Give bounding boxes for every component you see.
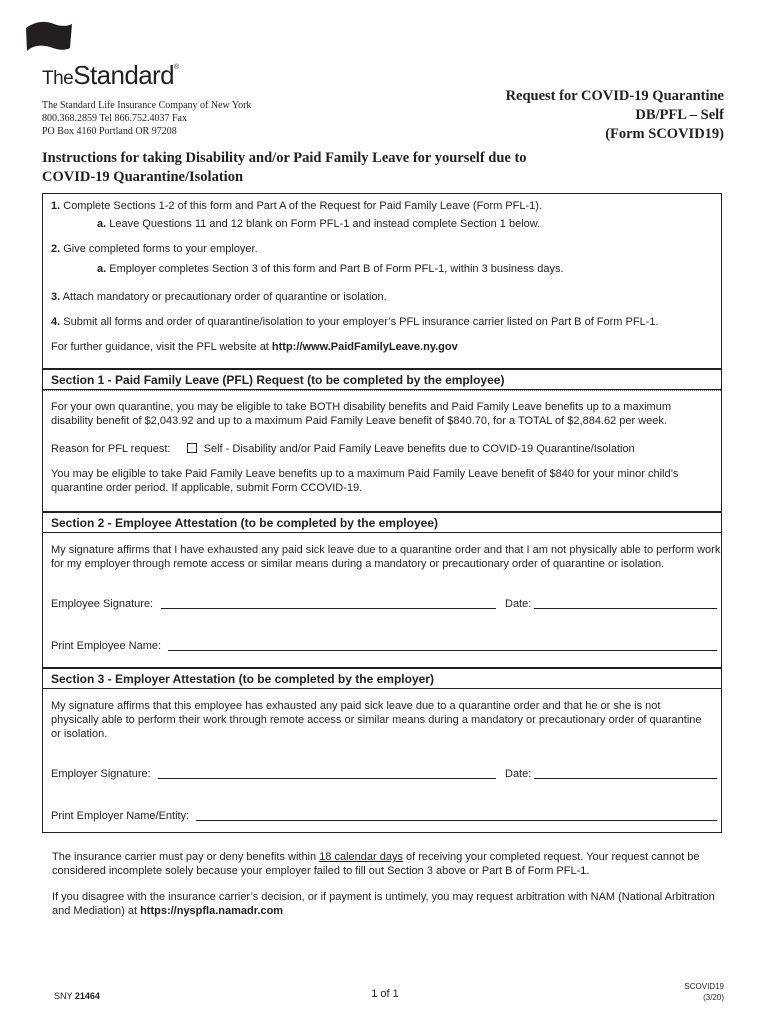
instruction-item-4 [51,315,659,329]
self-reason-option-label: Self - Disability and/or Paid Family Leave benefits due to COVID-19 Quarantine/Isolation [203,443,635,455]
section-3 [42,668,722,833]
section-1-header [43,370,721,390]
section-3-header [43,669,721,689]
section-1-paragraph-2: You may be eligible to take Paid Family Leave benefits up to a maximum Paid Family Leave benefit of $840 for your minor child’s quarantine order period. If applicable, submit Form CCOVID-19. [51,468,679,494]
company-address [42,99,251,138]
section-2-heading: Section 2 - Employee Attestation (to be completed by the employee) [51,516,438,530]
arbitration-link[interactable]: https://nyspfla.namadr.com [140,905,284,917]
instruction-item-2 [51,242,258,256]
instructions-title-line-1: Instructions for taking Disability and/or Paid Family Leave for yourself due to [42,150,527,166]
section-3-paragraph: My signature affirms that this employee has exhausted any paid sick leave due to a quarantine order and that he or she is not physically able to perform their work through remote access or similar means during a mandatory or precautionary order of quarantine or isolation. [51,700,702,740]
item-number: 1. [51,200,61,212]
reason-label: Reason for PFL request: [51,443,171,455]
divider [43,390,721,391]
instructions-title-line-2: COVID-19 Quarantine/Isolation [42,169,244,185]
closing-paragraph-1 [52,850,716,878]
logo-registered-mark: ® [173,64,180,71]
item-number: 4. [51,316,61,328]
closing-text: The insurance carrier must pay or deny benefits within [52,851,320,863]
self-reason-checkbox[interactable] [187,443,197,453]
company-phone: 800.368.2859 Tel 866.752.4037 Fax [42,113,187,124]
section-3-heading: Section 3 - Employer Attestation (to be completed by the employer) [51,672,434,686]
form-code-name: SCOVID19 [684,982,724,991]
form-number-prefix: SNY [54,991,73,1001]
section-1-paragraph-1: For your own quarantine, you may be eligible to take BOTH disability benefits and Paid Family Leave benefits up to a maximum disability benefit of $2,043.92 and up to a maximum Paid Family Leave benefit of $840.70, for a TOTAL of $2,884.62 per week. [51,401,671,427]
closing-paragraph-2 [52,890,716,918]
item-text: Give completed forms to your employer. [63,243,258,255]
closing-text: If you disagree with the insurance carrier’s decision, or if payment is untimely, you may request arbitration with NAM (National Arbitration and Mediation) at [52,891,715,917]
pfl-website-link[interactable]: http://www.PaidFamilyLeave.ny.gov [271,341,458,353]
item-number: 3. [51,291,61,303]
item-number: 2. [51,243,61,255]
form-title-line-2: DB/PFL – Self [635,107,724,123]
instruction-item-3 [51,290,387,304]
instruction-item-1a [97,217,540,231]
item-letter: a. [97,218,107,230]
employee-date-field[interactable] [534,608,717,609]
item-text: Complete Sections 1-2 of this form and Part A of the Request for Paid Family Leave (Form PFL-1). [63,200,542,212]
print-employer-name-field[interactable] [196,820,717,821]
employee-signature-field[interactable] [161,608,496,609]
instructions-box [42,193,722,369]
reason-row [51,442,635,456]
employee-signature-label: Employee Signature: [51,598,154,610]
item-letter: a. [97,263,107,275]
company-logo [42,60,179,91]
guidance-text: For further guidance, visit the PFL website at [51,341,272,353]
section-1-heading: Section 1 - Paid Family Leave (PFL) Request (to be completed by the employee) [51,373,505,387]
section-1 [42,369,722,512]
form-code-date: (3/20) [703,993,724,1002]
calendar-days-emphasis: 18 calendar days [319,851,403,863]
item-text: Employer completes Section 3 of this form and Part B of Form PFL-1, within 3 business days. [109,263,564,275]
form-number-value: 21464 [74,991,100,1001]
employer-date-label: Date: [505,768,532,780]
logo-the: The [42,68,74,89]
instruction-item-2a [97,262,564,276]
employer-signature-field[interactable] [158,778,496,779]
print-employee-name-field[interactable] [168,650,717,651]
employer-signature-label: Employer Signature: [51,768,151,780]
instructions-title [42,149,722,187]
closing-text: of receiving your completed request. Your request cannot be considered incomplete solely because your employer failed to fill out Section 3 above or Part B of Form PFL-1. [52,851,700,877]
item-text: Submit all forms and order of quarantine/isolation to your employer’s PFL insurance carrier listed on Part B of Form PFL-1. [63,316,659,328]
instruction-item-1 [51,199,542,213]
logo-standard: Standard [73,60,174,90]
company-po-box: PO Box 4160 Portland OR 97208 [42,126,177,137]
form-title-line-1: Request for COVID-19 Quarantine [505,88,724,104]
employer-date-field[interactable] [534,778,717,779]
item-text: Leave Questions 11 and 12 blank on Form PFL-1 and instead complete Section 1 below. [109,218,541,230]
pfl-guidance [51,340,458,354]
print-employer-name-label: Print Employer Name/Entity: [51,810,190,822]
section-2-paragraph: My signature affirms that I have exhausted any paid sick leave due to a quarantine order and that I am not physically able to perform work for my employer through remote access or similar means during a mandatory or precautionary order of quarantine or isolation. [51,544,721,570]
employee-date-label: Date: [505,598,532,610]
print-employee-name-label: Print Employee Name: [51,640,162,652]
company-name: The Standard Life Insurance Company of New York [42,100,252,111]
form-title [506,87,724,144]
form-code [684,981,724,1003]
flag-logo-icon [24,20,74,54]
form-title-line-3: (Form SCOVID19) [605,126,724,142]
page-number: 1 of 1 [371,988,399,1000]
item-text: Attach mandatory or precautionary order of quarantine or isolation. [62,291,387,303]
section-2-header [43,513,721,533]
section-2 [42,512,722,668]
